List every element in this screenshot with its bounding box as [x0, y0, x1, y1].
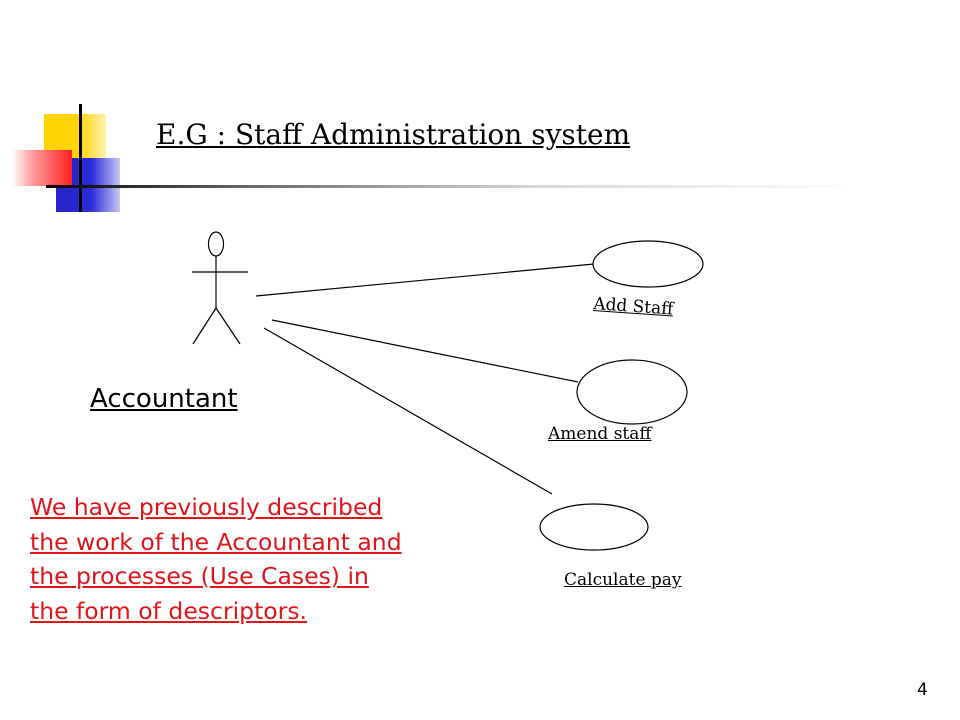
- actor-right-leg: [216, 308, 240, 344]
- use-case-add-staff: [593, 241, 703, 287]
- use-case-label-calculate-pay: Calculate pay: [564, 570, 682, 590]
- actor-stick-figure: [192, 232, 248, 344]
- actor-head: [209, 232, 224, 256]
- association-calculate-pay: [264, 328, 552, 494]
- slide-title: E.G : Staff Administration system: [156, 118, 631, 151]
- actor-left-leg: [193, 308, 216, 344]
- association-add-staff: [256, 264, 594, 296]
- use-case-amend-staff: [577, 360, 687, 424]
- use-case-label-amend-staff: Amend staff: [548, 424, 652, 444]
- association-amend-staff: [272, 320, 578, 382]
- actor-label: Accountant: [90, 384, 238, 414]
- use-case-calculate-pay: [540, 504, 648, 550]
- explanatory-note: We have previously described the work of the Accountant and the processes (Use Cases) in the form of descriptors.: [30, 493, 402, 625]
- page-number: 4: [917, 680, 928, 700]
- use-case-label-add-staff: Add Staff: [592, 294, 674, 320]
